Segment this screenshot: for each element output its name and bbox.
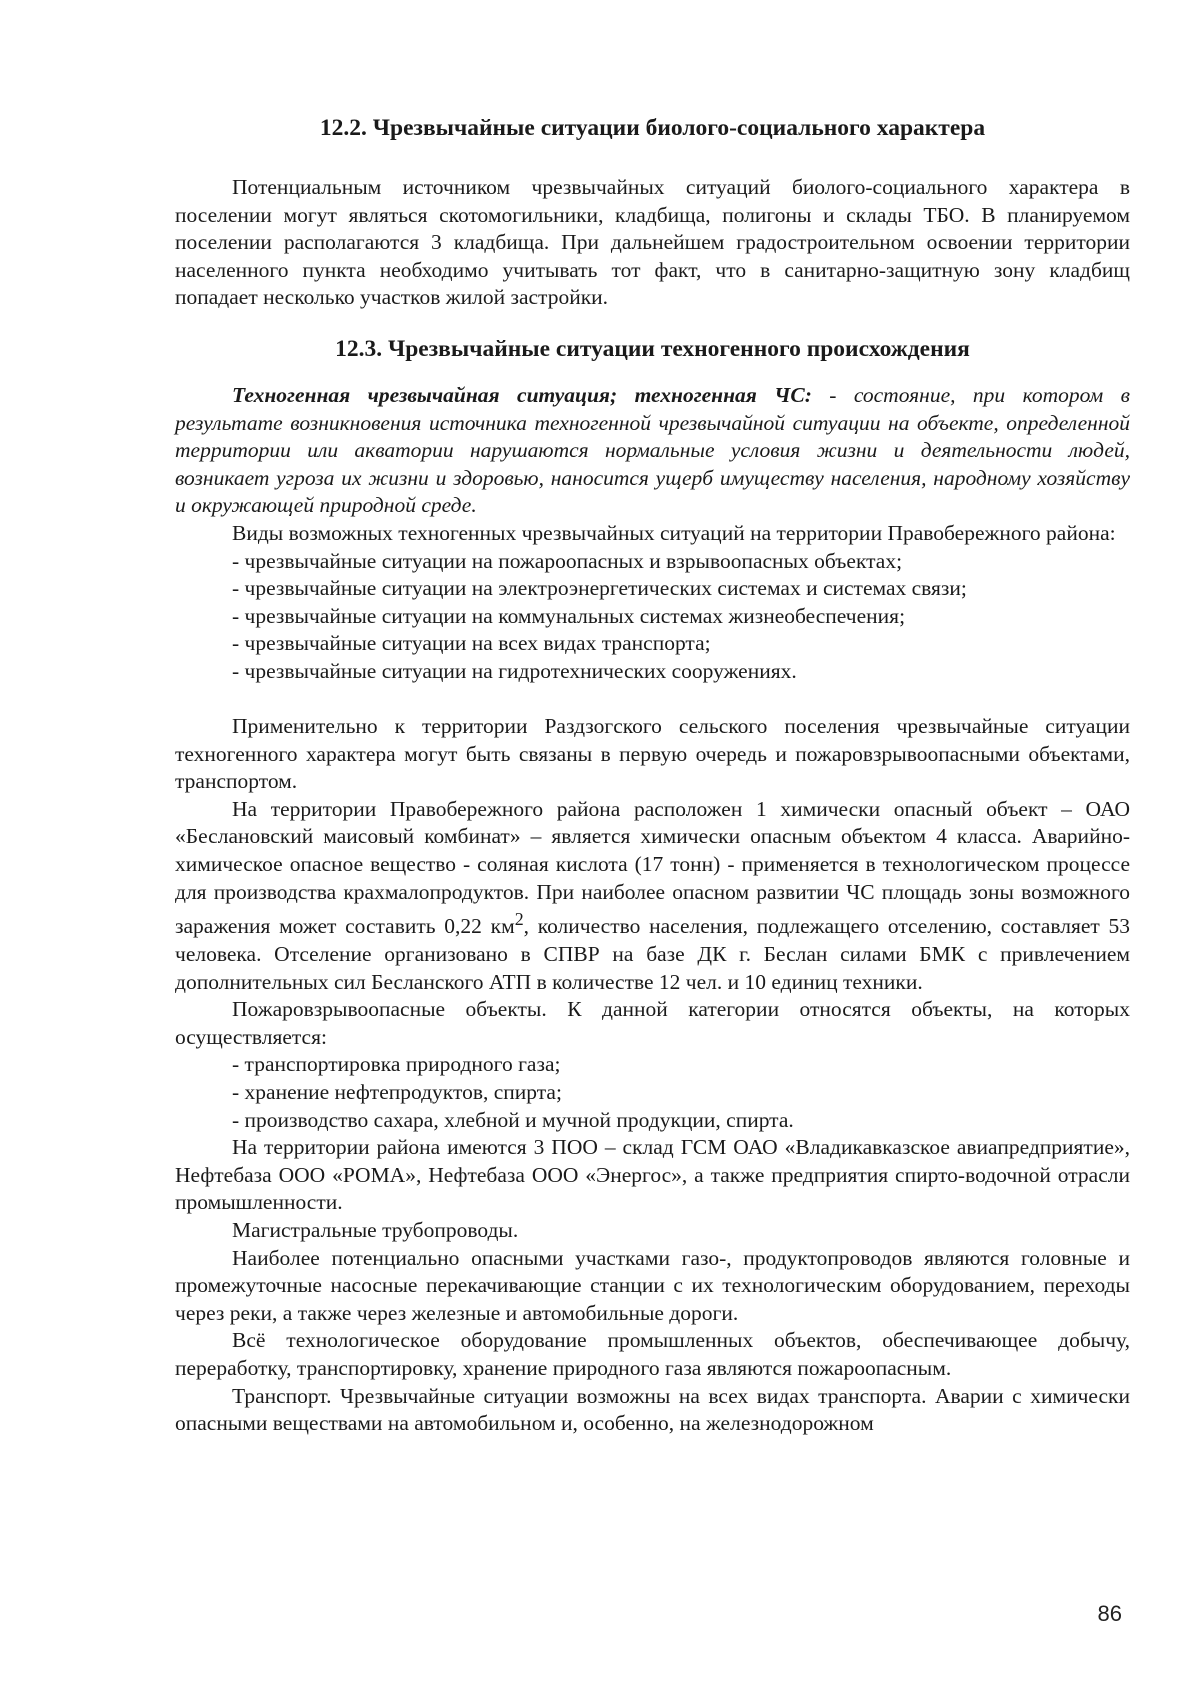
transport-paragraph: Транспорт. Чрезвычайные ситуации возможны на всех видах транспорта. Аварии с химически опасными веществами на автомобильном и, особенно, на железнодорожном	[175, 1383, 1130, 1436]
bio-social-paragraph: Потенциальным источником чрезвычайных ситуаций биолого-социального характера в поселении могут являться скотомогильники, кладбища, полигоны и склады ТБО. В планируемом поселении располагаются 3 кладбища. При дальнейшем градостроительном освоении территории населенного пункта необходимо учитывать тот факт, что в санитарно-защитную зону кладбищ попадает несколько участков жилой застройки.	[175, 175, 1130, 310]
page-number: 86	[1097, 1601, 1122, 1626]
list-item: - транспортировка природного газа;	[232, 1052, 561, 1077]
chemical-text-part-1: На территории Правобережного района расположен 1 химически опасный объект – ОАО «Беслановский маисовый комбинат» – является химически опасным объектом 4 класса. Аварийно-химическое опасное вещество - соляная кислота (17 тонн) - применяется в технологическом процессе для производства крахмалопродуктов. При наиболее опасном развитии ЧС площадь зоны возможного заражения может составить 0,22 км	[175, 796, 1130, 939]
types-list	[175, 548, 1130, 686]
page-content	[175, 100, 1130, 1438]
pipelines-paragraph: Наиболее потенциально опасными участками газо-, продуктопроводов являются головные и промежуточные насосные перекачивающие станции с их технологическим оборудованием, переходы через реки, а также через железные и автомобильные дороги.	[175, 1245, 1130, 1325]
applied-paragraph: Применительно к территории Раздзогского сельского поселения чрезвычайные ситуации техногенного характера могут быть связаны в первую очередь и пожаровзрывоопасными объектами, транспортом.	[175, 714, 1130, 794]
section-12-2-heading: 12.2. Чрезвычайные ситуации биолого-социального характера	[319, 115, 986, 141]
list-item: - чрезвычайные ситуации на коммунальных системах жизнеобеспечения;	[232, 603, 906, 628]
list-item: - чрезвычайные ситуации на пожароопасных и взрывоопасных объектах;	[232, 548, 903, 573]
pipelines-title-paragraph: Магистральные трубопроводы.	[232, 1217, 519, 1242]
definition-term: Техногенная чрезвычайная ситуация; техногенная ЧС:	[232, 382, 812, 407]
chemical-object-paragraph	[175, 796, 1130, 996]
poo-paragraph: На территории района имеются 3 ПОО – склад ГСМ ОАО «Владикавказское авиапредприятие», Нефтебаза ООО «РОМА», Нефтебаза ООО «Энергос», а также предприятия спирто-водочной отрасли промышленности.	[175, 1135, 1130, 1215]
types-intro-paragraph: Виды возможных техногенных чрезвычайных ситуаций на территории Правобережного района:	[232, 520, 1116, 545]
km-superscript: 2	[514, 909, 524, 930]
paragraph-spacer	[175, 686, 1130, 714]
list-item: - чрезвычайные ситуации на гидротехнических сооружениях.	[232, 658, 797, 683]
section-12-3-heading: 12.3. Чрезвычайные ситуации техногенного происхождения	[335, 335, 970, 362]
list-item: - производство сахара, хлебной и мучной продукции, спирта.	[232, 1107, 794, 1132]
list-item: - чрезвычайные ситуации на электроэнергетических системах и системах связи;	[232, 576, 967, 601]
definition-paragraph	[175, 382, 1130, 520]
equipment-paragraph: Всё технологическое оборудование промышленных объектов, обеспечивающее добычу, переработку, транспортировку, хранение природного газа являются пожароопасным.	[175, 1328, 1130, 1380]
chemical-text-part-2: , количество населения, подлежащего отселению, составляет 53 человека. Отселение организовано в СПВР на базе ДК г. Беслан силами БМК с привлечением дополнительных сил Бесланского АТП в количестве 12 чел. и 10 единиц техники.	[175, 914, 1131, 994]
list-item: - чрезвычайные ситуации на всех видах транспорта;	[232, 631, 711, 656]
list-item: - хранение нефтепродуктов, спирта;	[232, 1079, 562, 1104]
definition-text: - состояние, при котором в результате возникновения источника техногенной чрезвычайной ситуации на объекте, определенной территории или акватории нарушаются нормальные условия жизни и деятельности людей, возникает угроза их жизни и здоровью, наносится ущерб имуществу населения, народному хозяйству и окружающей природной среде.	[175, 382, 1131, 518]
fire-objects-list	[175, 1051, 1130, 1134]
fire-objects-intro-paragraph: Пожаровзрывоопасные объекты. К данной категории относятся объекты, на которых осуществляется:	[175, 997, 1130, 1049]
